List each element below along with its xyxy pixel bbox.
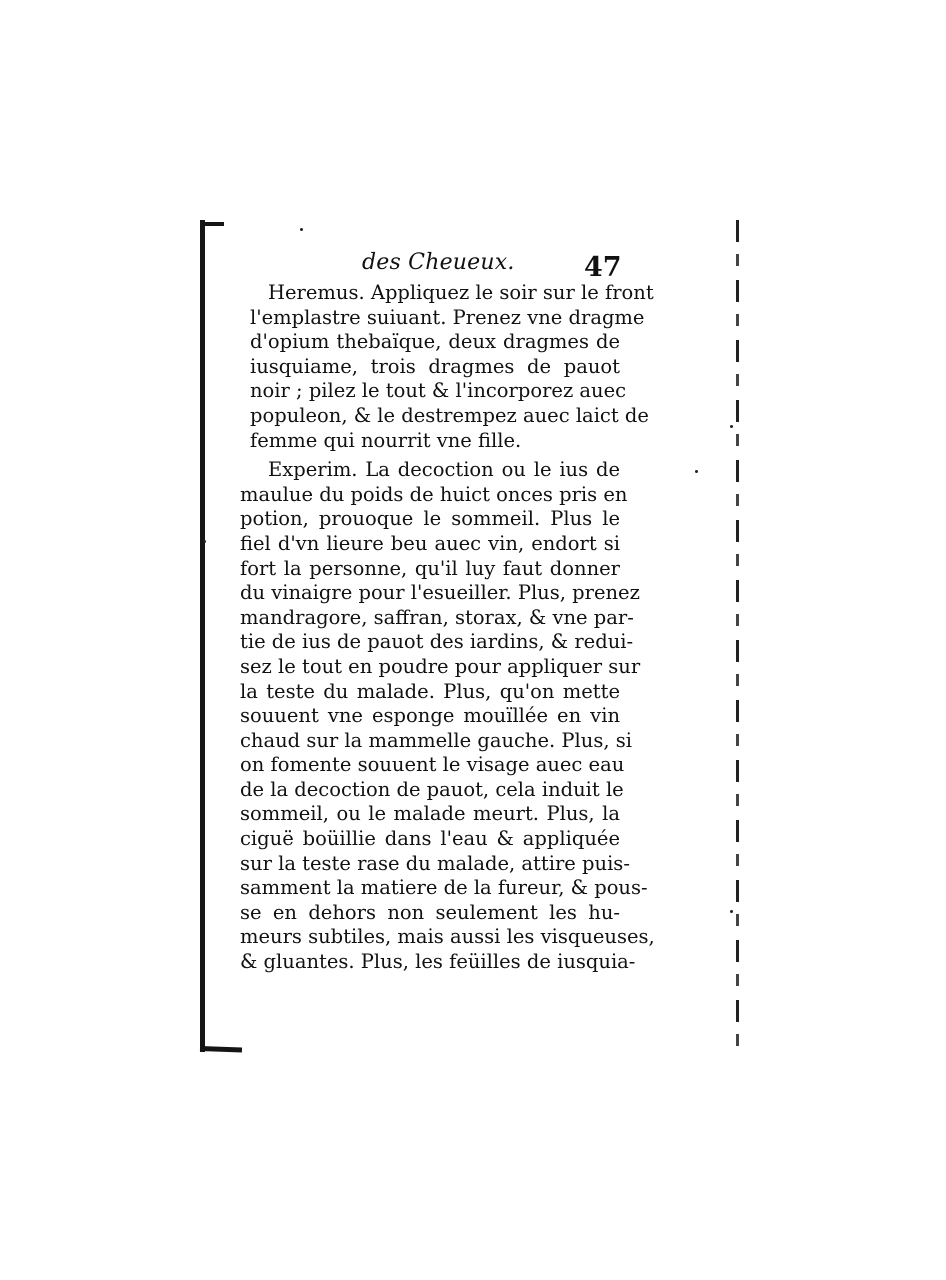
text-line: maulue du poids de huict onces pris en [240,482,628,506]
ink-speck [730,425,733,428]
text-line: de la decoction de pauot, cela induit le [240,777,624,801]
ink-speck [203,540,206,543]
page-number: 47 [584,252,622,283]
text-line: femme qui nourrit vne fille. [250,428,522,452]
text-line: on fomente souuent le visage auec eau [240,753,625,777]
text-line: fiel d'vn lieure beu auec vin, endort si [240,531,620,555]
text-line: se en dehors non seulement les hu- [240,900,620,924]
text-line: samment la matiere de la fureur, & pous- [240,876,648,900]
text-body [240,281,655,975]
text-line: ciguë boüillie dans l'eau & appliquée [240,827,620,851]
text-line: populeon, & le destrempez auec laict de [250,403,649,427]
text-line: mandragore, saffran, storax, & vne par- [240,605,634,629]
page-left-edge [200,220,205,1052]
text-line: tie de ius de pauot des iardins, & redui- [240,630,634,654]
text-line: Experim. La decoction ou le ius de [268,458,620,482]
text-line: iusquiame, trois dragmes de pauot [250,354,620,378]
text-line: l'emplastre suiuant. Prenez vne dragme [250,305,645,329]
text-line: sommeil, ou le malade meurt. Plus, la [240,802,620,826]
text-line: chaud sur la mammelle gauche. Plus, si [240,728,632,752]
text-line: fort la personne, qu'il luy faut donner [240,556,620,580]
text-line: Heremus. Appliquez le soir sur le front [268,281,654,304]
page-top-edge-mark [204,222,224,226]
page-right-edge [736,220,739,1060]
text-line: la teste du malade. Plus, qu'on mette [240,679,620,703]
text-line: sur la teste rase du malade, attire puis- [240,851,630,875]
text-line: potion, prouoque le sommeil. Plus le [240,507,620,531]
page-bottom-edge-mark [200,1046,242,1052]
text-line: meurs subtiles, mais aussi les visqueuses, [240,925,655,949]
text-line: sez le tout en poudre pour appliquer sur [240,654,641,678]
text-line: & gluantes. Plus, les feüilles de iusquia- [240,950,636,974]
text-line: d'opium thebaïque, deux dragmes de [250,330,620,354]
text-line: du vinaigre pour l'esueiller. Plus, prenez [240,581,640,605]
text-line: noir ; pilez le tout & l'incorporez auec [250,379,627,403]
running-head: des Cheueux. [362,250,515,275]
ink-speck [300,228,303,231]
text-line: souuent vne esponge mouïllée en vin [240,704,620,728]
ink-speck [695,470,698,473]
ink-speck [730,910,733,913]
